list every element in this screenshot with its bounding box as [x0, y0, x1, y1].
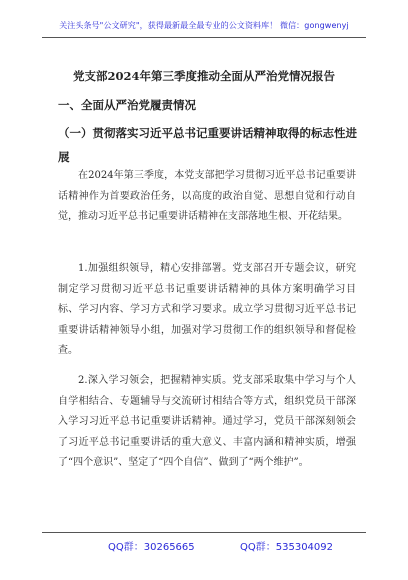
header-banner: 关注头条号"公文研究"，获得最新最全最专业的公文资料库！ 微信：gongwenyj: [59, 21, 349, 30]
document-title: 党支部2024年第三季度推动全面从严治党情况报告: [72, 69, 335, 83]
body-paragraph: 2.深入学习领会，把握精神实质。党支部采取集中学习与个人自学相结合、专题辅导与交流研讨相结合等方式，组织党员干部深入学习习近平总书记重要讲话精神。通过学习，党员干部深刻领会了习近平总书记重要讲话的重大意义、丰富内涵和精神实质，增强了“四个意识”、坚定了“四个自信”、做到了“两个维护”。: [58, 375, 356, 468]
footer-qq-group-right: QQ群：535304092: [240, 542, 334, 553]
header-divider: [42, 37, 366, 38]
footer-divider: [42, 532, 366, 533]
footer-qq-group-left: QQ群：30265665: [108, 542, 195, 553]
subsection-heading: （一）贯彻落实习近平总书记重要讲话精神取得的标志性进展: [58, 126, 357, 164]
body-paragraph: 1.加强组织领导，精心安排部署。党支部召开专题会议，研究制定学习贯彻习近平总书记重要讲话精神的具体方案明确学习目标、学习内容、学习方式和学习要求。成立学习贯彻习近平总书记重要讲话精神领导小组，加强对学习贯彻工作的组织领导和督促检查。: [58, 263, 356, 356]
section-heading: 一、全面从严治党履责情况: [58, 98, 196, 112]
body-paragraph: 在2024年第三季度，本党支部把学习贯彻习近平总书记重要讲话精神作为首要政治任务，以高度的政治自觉、思想自觉和行动自觉，推动习近平总书记重要讲话精神在支部落地生根、开花结果。: [58, 170, 356, 222]
